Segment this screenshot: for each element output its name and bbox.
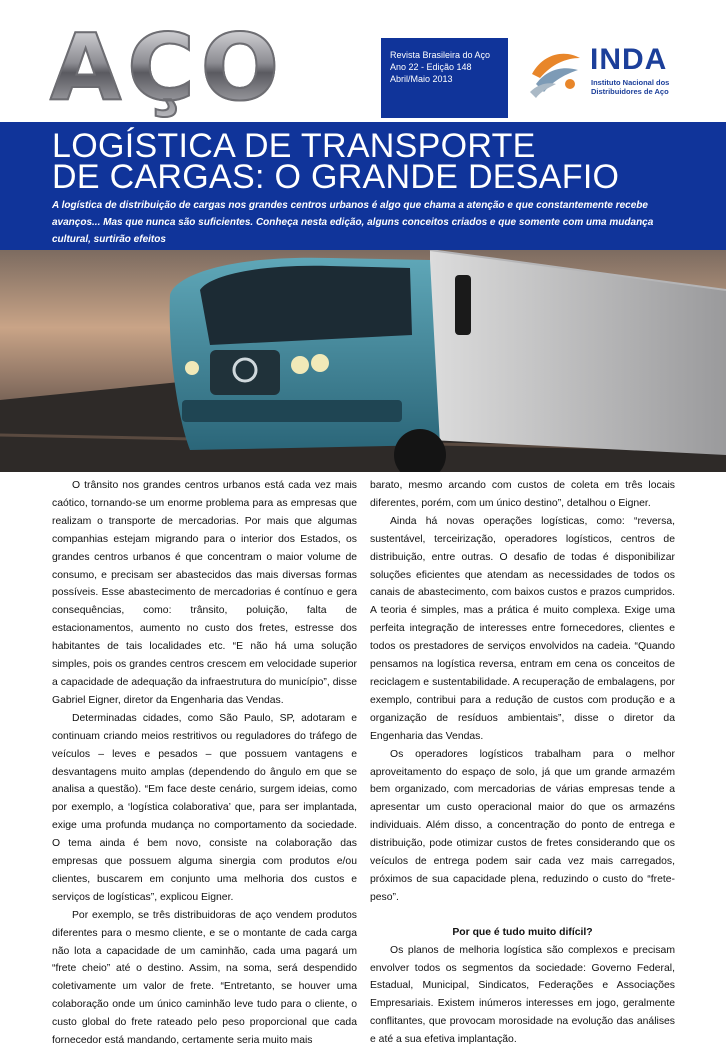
paragraph-4: Ainda há novas operações logísticas, como: “reversa, sustentável, terceirização, operadores logísticos, centros de distribuição, entre outras. O desafio de todas é disponibilizar soluções eficientes que atendam as necessidades de todos os canais de abastecimento, com baixos custos e prazos cumpridos. A teoria é simples, mas a prática é muito complexa. Exige uma perfeita integração de interesses entre fornecedores, clientes e todos os prestadores de serviços envolvidos na cadeia. “Quando pensamos na logística reversa, entram em cena os conceitos de reciclagem e sustentabilidade. A recuperação de embalagens, por exemplo, contribui para a redução de custos com produção e a organização de resíduos ambientais”, disse o diretor da Engenharia das Vendas. xyxy=(370,515,675,742)
body-column-left xyxy=(52,477,357,1050)
org-full-line1: Instituto Nacional dos xyxy=(591,78,670,87)
org-full-name xyxy=(591,78,701,96)
masthead xyxy=(0,0,726,122)
magazine-logo xyxy=(50,14,368,121)
paragraph-3-continued: barato, mesmo arcando com custos de coleta em três locais diferentes, porém, com um único destino”, detalhou o Eigner. xyxy=(370,480,675,509)
title-line-1: LOGÍSTICA DE TRANSPORTE xyxy=(52,127,536,165)
paragraph-1: O trânsito nos grandes centros urbanos está cada vez mais caótico, tornando-se um enorme problema para as empresas que realizam o transporte de mercadorias. Por mais que algumas companhias estejam migrando para o interior dos Estados, os grandes centros urbanos é que concentram o maior volume de consumo, e precisam ser abastecidos das mais diversas formas possíveis. Esse abastecimento de mercadorias é contínuo e gera consequências, como: trânsito, poluição, falta de estacionamentos, aumento no custo dos fretes, estresse dos habitantes de tais localidades etc. “E não há uma solução simples, pois os grandes centros crescem em velocidade superior a capacidade de adequação da infraestrutura do município”, disse Gabriel Eigner, diretor da Engenharia das Vendas. xyxy=(52,480,357,706)
article-title xyxy=(52,127,712,196)
paragraph-6: Os planos de melhoria logística são complexos e precisam envolver todos os segmentos da sociedade: Governo Federal, Estadual, Municipal, Sindicatos, Federações e Associações Empresariais. Existem inúmeros interesses em jogo, geralmente conflitantes, que provocam morosidade na evolução das análises e até a sua efetiva implantação. xyxy=(370,944,675,1046)
body-column-right xyxy=(370,477,675,1049)
paragraph-2: Determinadas cidades, como São Paulo, SP, adotaram e continuam criando meios restritivos ou reguladores do tráfego de veículos – leves e pesados – que possuem vantagens e desvantagens muito amplas (dependendo do ângulo em que se analisa a questão). “Em face deste cenário, surgem ideias, como por exemplo, a ‘logística colaborativa’ que, para ser implantada, exige uma profunda mudança no comportamento da sociedade. O tema ainda é bem novo, consiste na colaboração das empresas que possuem alguma sinergia com produtos e/ou clientes, buscarem em conjunto uma melhoria dos custos e serviços de logísticas”, explicou Eigner. xyxy=(52,712,357,903)
paragraph-3: Por exemplo, se três distribuidoras de aço vendem produtos diferentes para o mesmo cliente, e se o montante de cada carga não lota a capacidade de um caminhão, cada uma pagará um “frete cheio” até o destino. Assim, na soma, será despendido coletivamente um valor de frete. “Entretanto, se houver uma colaboração onde um único caminhão leve tudo para o cliente, o custo global do frete rateado pelo peso proporcional que cada fornecedor está mandando, certamente seria muito mais xyxy=(52,909,357,1047)
logo-text: AÇO xyxy=(50,20,368,116)
edition-box xyxy=(381,38,508,118)
truck-photo xyxy=(0,250,726,472)
section-subhead: Por que é tudo muito difícil? xyxy=(452,926,593,938)
edition-date: Abril/Maio 2013 xyxy=(390,74,453,84)
inda-logo-icon xyxy=(526,44,584,100)
article-lede: A logística de distribuição de cargas nos grandes centros urbanos é algo que chama a atenção e que constantemente recebe avanços... Mas que nunca são suficientes. Conheça nesta edição, alguns conceitos criados e que somente com uma mudança cultural, surtirão efeitos xyxy=(52,200,654,245)
org-full-line2: Distribuidores de Aço xyxy=(591,87,669,96)
edition-number: Ano 22 - Edição 148 xyxy=(390,62,472,72)
title-line-2: DE CARGAS: O GRANDE DESAFIO xyxy=(52,158,620,196)
org-name: INDA xyxy=(590,43,668,76)
paragraph-5: Os operadores logísticos trabalham para o melhor aproveitamento do espaço de solo, já que um grande armazém bem organizado, com mercadorias de várias empresas tende a apresentar um custo operacional maior do que os armazéns individuais. Além disso, a concentração do ponto de entrega e distribuição, pode otimizar custos de fretes considerando que os veículos de entrega podem sair cada vez mais carregados, próximos de sua capacidade plena, reduzindo o custo do “frete-peso”. xyxy=(370,748,675,903)
truck-illustration xyxy=(0,250,726,472)
magazine-name: Revista Brasileira do Aço xyxy=(390,50,491,60)
